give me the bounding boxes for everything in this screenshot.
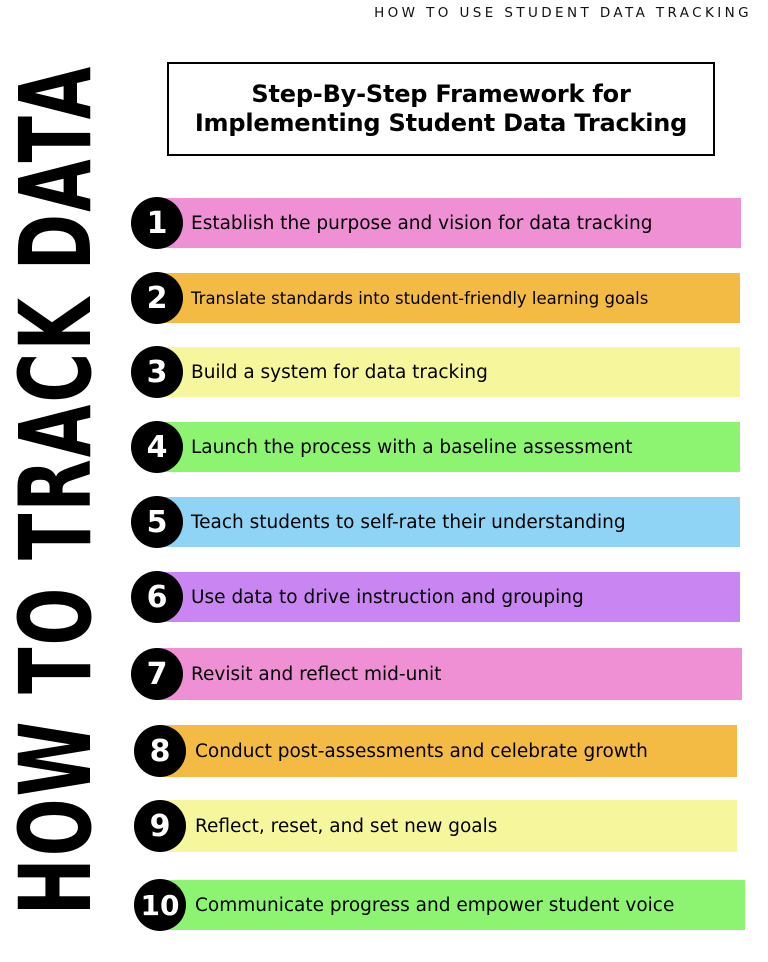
step-text: Use data to drive instruction and grouping	[191, 586, 584, 608]
step-item	[0, 572, 768, 622]
step-item	[0, 273, 768, 323]
step-item	[0, 648, 768, 700]
step-text: Reflect, reset, and set new goals	[195, 815, 498, 837]
step-number-badge	[134, 800, 186, 852]
step-number: 4	[146, 429, 168, 465]
step-item	[0, 800, 768, 852]
step-number: 5	[146, 504, 168, 540]
page-header: HOW TO USE STUDENT DATA TRACKING	[374, 5, 752, 21]
step-item	[0, 497, 768, 547]
step-number: 9	[149, 808, 171, 844]
step-bar	[158, 273, 740, 323]
title-line-2: Implementing Student Data Tracking	[194, 109, 688, 137]
step-text: Conduct post-assessments and celebrate growth	[195, 740, 648, 762]
step-bar	[161, 800, 737, 852]
step-text: Establish the purpose and vision for data tracking	[191, 212, 653, 234]
title-line-1: Step-By-Step Framework for	[251, 79, 631, 108]
step-bar	[158, 497, 740, 547]
step-item	[0, 198, 768, 248]
step-item	[0, 422, 768, 472]
step-bar	[158, 422, 740, 472]
step-number-badge	[131, 496, 183, 548]
step-number: 1	[146, 205, 168, 241]
step-text: Communicate progress and empower student voice	[195, 894, 675, 916]
step-number-badge	[131, 648, 183, 700]
step-bar	[158, 347, 740, 397]
step-text: Translate standards into student-friendly learning goals	[191, 288, 649, 308]
step-bar	[158, 648, 742, 700]
step-item	[0, 347, 768, 397]
step-bar	[158, 198, 741, 248]
step-number: 6	[146, 579, 168, 615]
step-number-badge	[131, 272, 183, 324]
side-title: HOW TO TRACK DATA	[0, 64, 115, 916]
step-number: 7	[146, 656, 168, 692]
step-number-badge	[131, 421, 183, 473]
title-box	[167, 62, 715, 156]
step-bar	[158, 572, 740, 622]
step-number: 2	[146, 280, 168, 316]
step-number-badge	[131, 571, 183, 623]
step-number-badge	[134, 879, 186, 931]
step-text: Launch the process with a baseline assessment	[191, 436, 633, 458]
step-text: Teach students to self-rate their understanding	[191, 511, 626, 533]
step-item	[0, 880, 768, 930]
step-number-badge	[134, 725, 186, 777]
step-number-badge	[131, 346, 183, 398]
step-item	[0, 725, 768, 777]
step-bar	[161, 725, 737, 777]
step-text: Revisit and reflect mid-unit	[191, 663, 442, 685]
step-number: 10	[140, 888, 180, 922]
step-number: 3	[146, 354, 168, 390]
step-number: 8	[149, 733, 171, 769]
step-text: Build a system for data tracking	[191, 361, 488, 383]
step-number-badge	[131, 197, 183, 249]
step-bar	[161, 880, 745, 930]
